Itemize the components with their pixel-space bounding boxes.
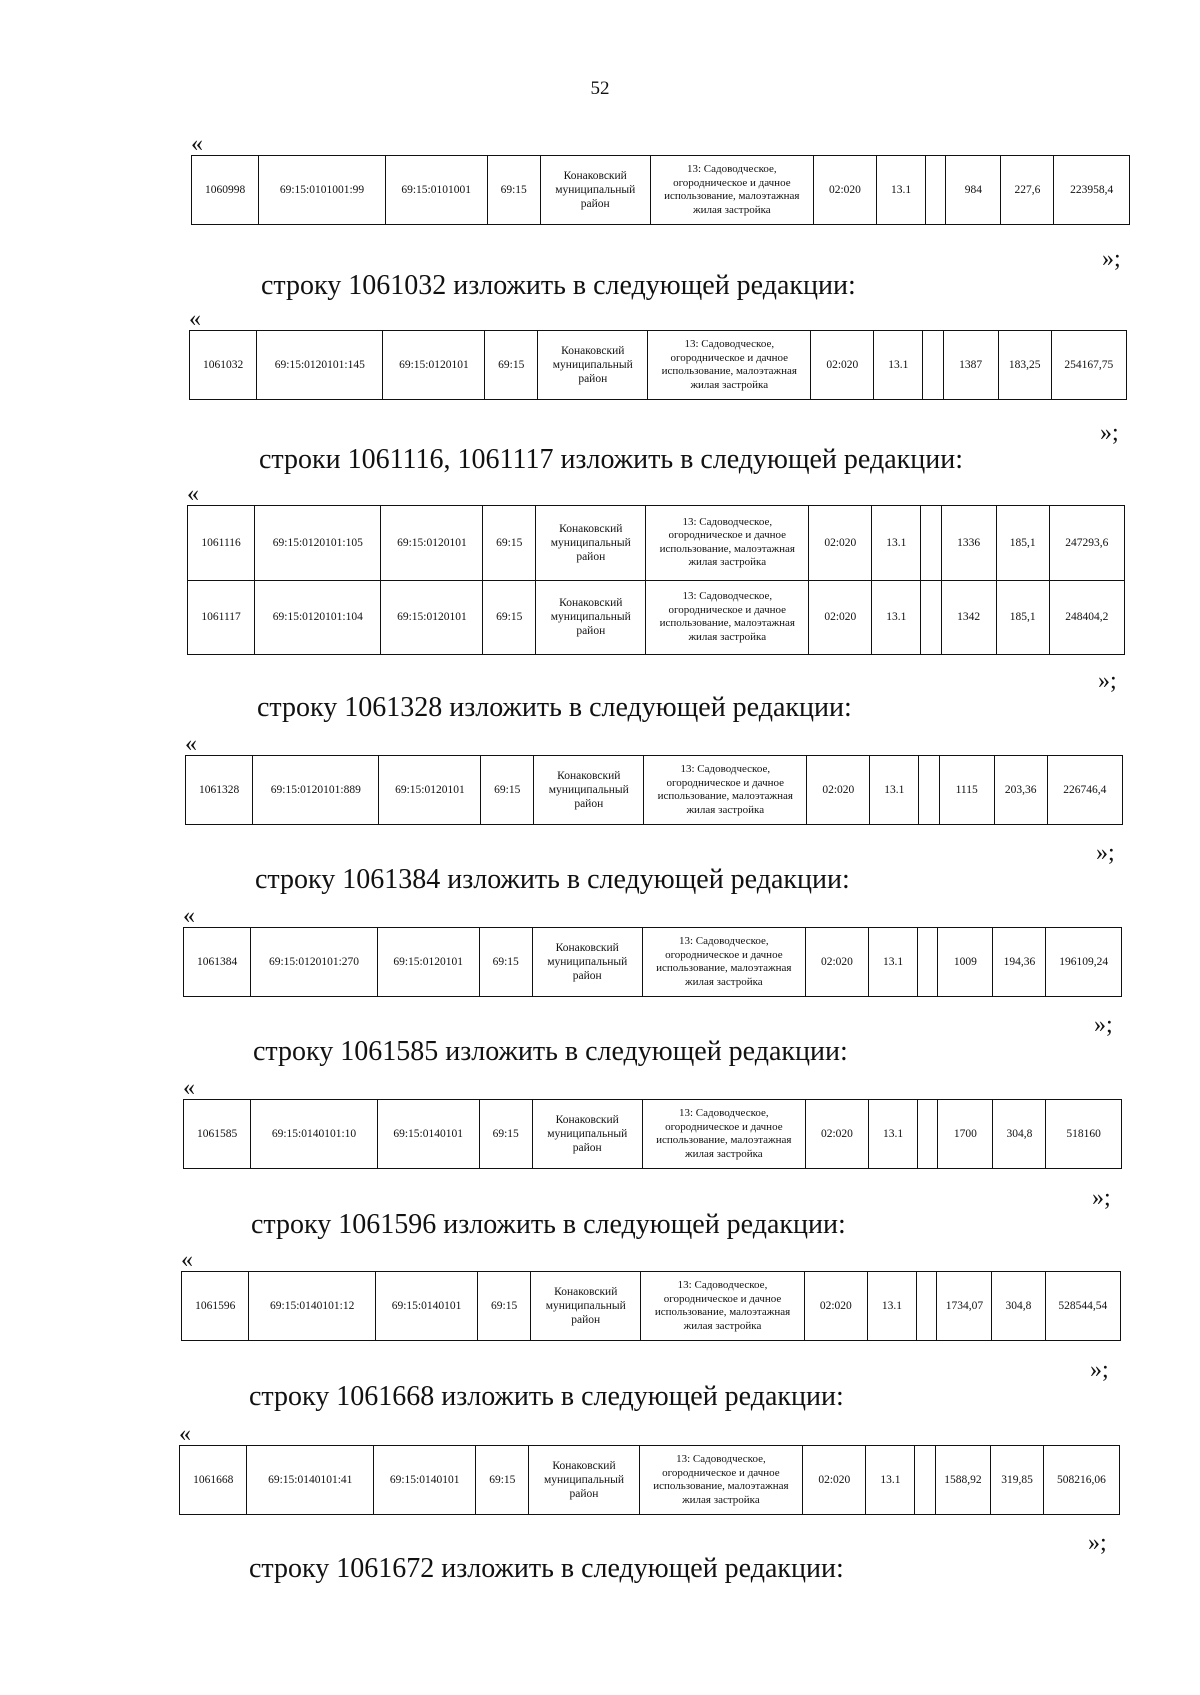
amendment-instruction: строку 1061384 изложить в следующей редакции: [255,864,850,895]
cell-cost: 254167,75 [1051,331,1126,400]
amendment-instruction: строки 1061116, 1061117 изложить в следующей редакции: [259,444,963,475]
table-row [188,580,1125,655]
cell-cad: 69:15:0120101:889 [253,756,379,825]
cell-code: 02:020 [804,1272,867,1341]
cell-grp: 13.1 [872,580,921,655]
cell-grp: 13.1 [869,928,918,997]
cell-grp: 13.1 [877,156,926,225]
cell-empty [919,756,939,825]
page-number: 52 [590,78,610,99]
cell-cad: 69:15:0120101:104 [255,580,381,655]
cell-cad: 69:15:0140101:41 [247,1446,374,1515]
cell-use: 13: Садоводческое, огородническое и дачное использование, малоэтажная жилая застройка [644,756,807,825]
cell-num: 1061328 [186,756,253,825]
table-row [184,1100,1122,1169]
opening-quote-mark: « [191,131,203,157]
cell-kvart: 69:15:0140101 [374,1446,476,1515]
cell-kvart: 69:15:0120101 [381,506,483,581]
cell-kvart: 69:15:0140101 [375,1272,477,1341]
cell-use: 13: Садоводческое, огородническое и дачное использование, малоэтажная жилая застройка [646,506,809,581]
table-row [182,1272,1121,1341]
cell-upks: 194,36 [993,928,1046,997]
cell-empty [923,331,943,400]
closing-quote-mark: »; [1096,840,1115,866]
table-row [186,756,1123,825]
cell-grp: 13.1 [867,1272,916,1341]
opening-quote-mark: « [179,1421,191,1447]
closing-quote-mark: »; [1102,246,1121,272]
cell-cad: 69:15:0140101:10 [251,1100,377,1169]
record-table [181,1271,1121,1341]
cell-grp: 13.1 [874,331,923,400]
cell-use: 13: Садоводческое, огородническое и дачное использование, малоэтажная жилая застройка [642,1100,805,1169]
cell-upks: 319,85 [991,1446,1044,1515]
cell-num: 1061116 [188,506,255,581]
cell-reg: 69:15 [479,1100,532,1169]
amendment-block [185,733,1123,825]
closing-quote-mark: »; [1100,420,1119,446]
opening-quote-mark: « [181,1247,193,1273]
cell-cost: 528544,54 [1045,1272,1121,1341]
table-row [190,331,1127,400]
opening-quote-mark: « [189,306,201,332]
cell-upks: 203,36 [994,756,1047,825]
amendment-instruction: строку 1061032 изложить в следующей редакции: [261,270,856,301]
closing-quote-mark: »; [1088,1530,1107,1556]
cell-cad: 69:15:0101001:99 [259,156,385,225]
cell-area: 1387 [943,331,998,400]
cell-num: 1060998 [192,156,259,225]
cell-cost: 248404,2 [1049,580,1124,655]
amendment-instruction: строку 1061596 изложить в следующей редакции: [251,1209,846,1240]
cell-kvart: 69:15:0120101 [383,331,485,400]
cell-cost: 508216,06 [1044,1446,1120,1515]
cell-reg: 69:15 [476,1446,529,1515]
cell-cad: 69:15:0120101:105 [255,506,381,581]
amendment-block [189,308,1127,400]
cell-area: 1009 [938,928,993,997]
cell-use: 13: Садоводческое, огородническое и дачное использование, малоэтажная жилая застройка [650,156,813,225]
closing-quote-mark: »; [1094,1012,1113,1038]
cell-num: 1061117 [188,580,255,655]
cell-empty [916,1272,936,1341]
opening-quote-mark: « [185,731,197,757]
cell-use: 13: Садоводческое, огородническое и дачное использование, малоэтажная жилая застройка [642,928,805,997]
cell-grp: 13.1 [869,1100,918,1169]
record-table [183,927,1122,997]
amendment-instruction: строку 1061668 изложить в следующей редакции: [249,1381,844,1412]
cell-mun: Конаковский муниципальный район [529,1446,639,1515]
cell-mun: Конаковский муниципальный район [532,1100,642,1169]
cell-num: 1061668 [180,1446,247,1515]
cell-num: 1061384 [184,928,251,997]
cell-cost: 518160 [1046,1100,1121,1169]
cell-mun: Конаковский муниципальный район [531,1272,641,1341]
amendment-block [191,133,1130,225]
cell-code: 02:020 [809,506,872,581]
cell-code: 02:020 [805,928,868,997]
cell-grp: 13.1 [872,506,921,581]
cell-upks: 185,1 [996,506,1049,581]
opening-quote-mark: « [183,1075,195,1101]
cell-empty [921,506,941,581]
cell-cad: 69:15:0120101:270 [251,928,377,997]
cell-upks: 185,1 [996,580,1049,655]
cell-cost: 247293,6 [1049,506,1124,581]
closing-quote-mark: »; [1090,1357,1109,1383]
opening-quote-mark: « [183,903,195,929]
cell-code: 02:020 [813,156,876,225]
opening-quote-mark: « [187,481,199,507]
cell-num: 1061585 [184,1100,251,1169]
cell-cost: 196109,24 [1046,928,1121,997]
cell-reg: 69:15 [483,506,536,581]
cell-empty [917,1100,937,1169]
record-table [187,505,1125,655]
cell-upks: 227,6 [1001,156,1054,225]
cell-reg: 69:15 [485,331,538,400]
cell-grp: 13.1 [866,1446,915,1515]
closing-quote-mark: »; [1098,668,1117,694]
amendment-block [181,1249,1121,1341]
cell-upks: 183,25 [998,331,1051,400]
record-table [183,1099,1122,1169]
cell-area: 1588,92 [935,1446,990,1515]
cell-area: 984 [946,156,1001,225]
cell-code: 02:020 [809,580,872,655]
cell-upks: 304,8 [992,1272,1045,1341]
cell-upks: 304,8 [993,1100,1046,1169]
cell-use: 13: Садоводческое, огородническое и дачное использование, малоэтажная жилая застройка [646,580,809,655]
table-row [180,1446,1120,1515]
record-table [189,330,1127,400]
amendment-instruction: строку 1061328 изложить в следующей редакции: [257,692,852,723]
record-table [185,755,1123,825]
cell-grp: 13.1 [870,756,919,825]
table-row [192,156,1130,225]
cell-area: 1342 [941,580,996,655]
cell-reg: 69:15 [478,1272,531,1341]
cell-cad: 69:15:0120101:145 [257,331,383,400]
cell-empty [915,1446,935,1515]
cell-use: 13: Садоводческое, огородническое и дачное использование, малоэтажная жилая застройка [641,1272,804,1341]
cell-reg: 69:15 [479,928,532,997]
cell-cost: 223958,4 [1054,156,1129,225]
cell-reg: 69:15 [481,756,534,825]
cell-kvart: 69:15:0120101 [379,756,481,825]
cell-mun: Конаковский муниципальный район [536,580,646,655]
amendment-block [183,905,1122,997]
cell-area: 1700 [938,1100,993,1169]
cell-kvart: 69:15:0120101 [377,928,479,997]
cell-kvart: 69:15:0140101 [377,1100,479,1169]
table-row [184,928,1122,997]
cell-mun: Конаковский муниципальный район [540,156,650,225]
cell-mun: Конаковский муниципальный район [536,506,646,581]
record-table [191,155,1130,225]
cell-empty [925,156,945,225]
cell-cad: 69:15:0140101:12 [249,1272,376,1341]
cell-cost: 226746,4 [1047,756,1122,825]
cell-mun: Конаковский муниципальный район [532,928,642,997]
cell-area: 1336 [941,506,996,581]
cell-num: 1061032 [190,331,257,400]
cell-code: 02:020 [811,331,874,400]
cell-code: 02:020 [807,756,870,825]
cell-kvart: 69:15:0120101 [381,580,483,655]
cell-use: 13: Садоводческое, огородническое и дачное использование, малоэтажная жилая застройка [648,331,811,400]
cell-area: 1734,07 [937,1272,992,1341]
cell-reg: 69:15 [487,156,540,225]
cell-kvart: 69:15:0101001 [385,156,487,225]
amendment-block [183,1077,1122,1169]
cell-empty [921,580,941,655]
cell-mun: Конаковский муниципальный район [534,756,644,825]
amendment-block [179,1423,1120,1515]
amendment-instruction: строку 1061672 изложить в следующей редакции: [249,1553,844,1584]
cell-code: 02:020 [803,1446,866,1515]
cell-use: 13: Садоводческое, огородническое и дачное использование, малоэтажная жилая застройка [639,1446,803,1515]
closing-quote-mark: »; [1092,1185,1111,1211]
cell-empty [917,928,937,997]
cell-code: 02:020 [805,1100,868,1169]
cell-mun: Конаковский муниципальный район [538,331,648,400]
cell-num: 1061596 [182,1272,249,1341]
cell-reg: 69:15 [483,580,536,655]
table-row [188,506,1125,581]
amendment-block [187,483,1125,655]
cell-area: 1115 [939,756,994,825]
amendment-instruction: строку 1061585 изложить в следующей редакции: [253,1036,848,1067]
record-table [179,1445,1120,1515]
